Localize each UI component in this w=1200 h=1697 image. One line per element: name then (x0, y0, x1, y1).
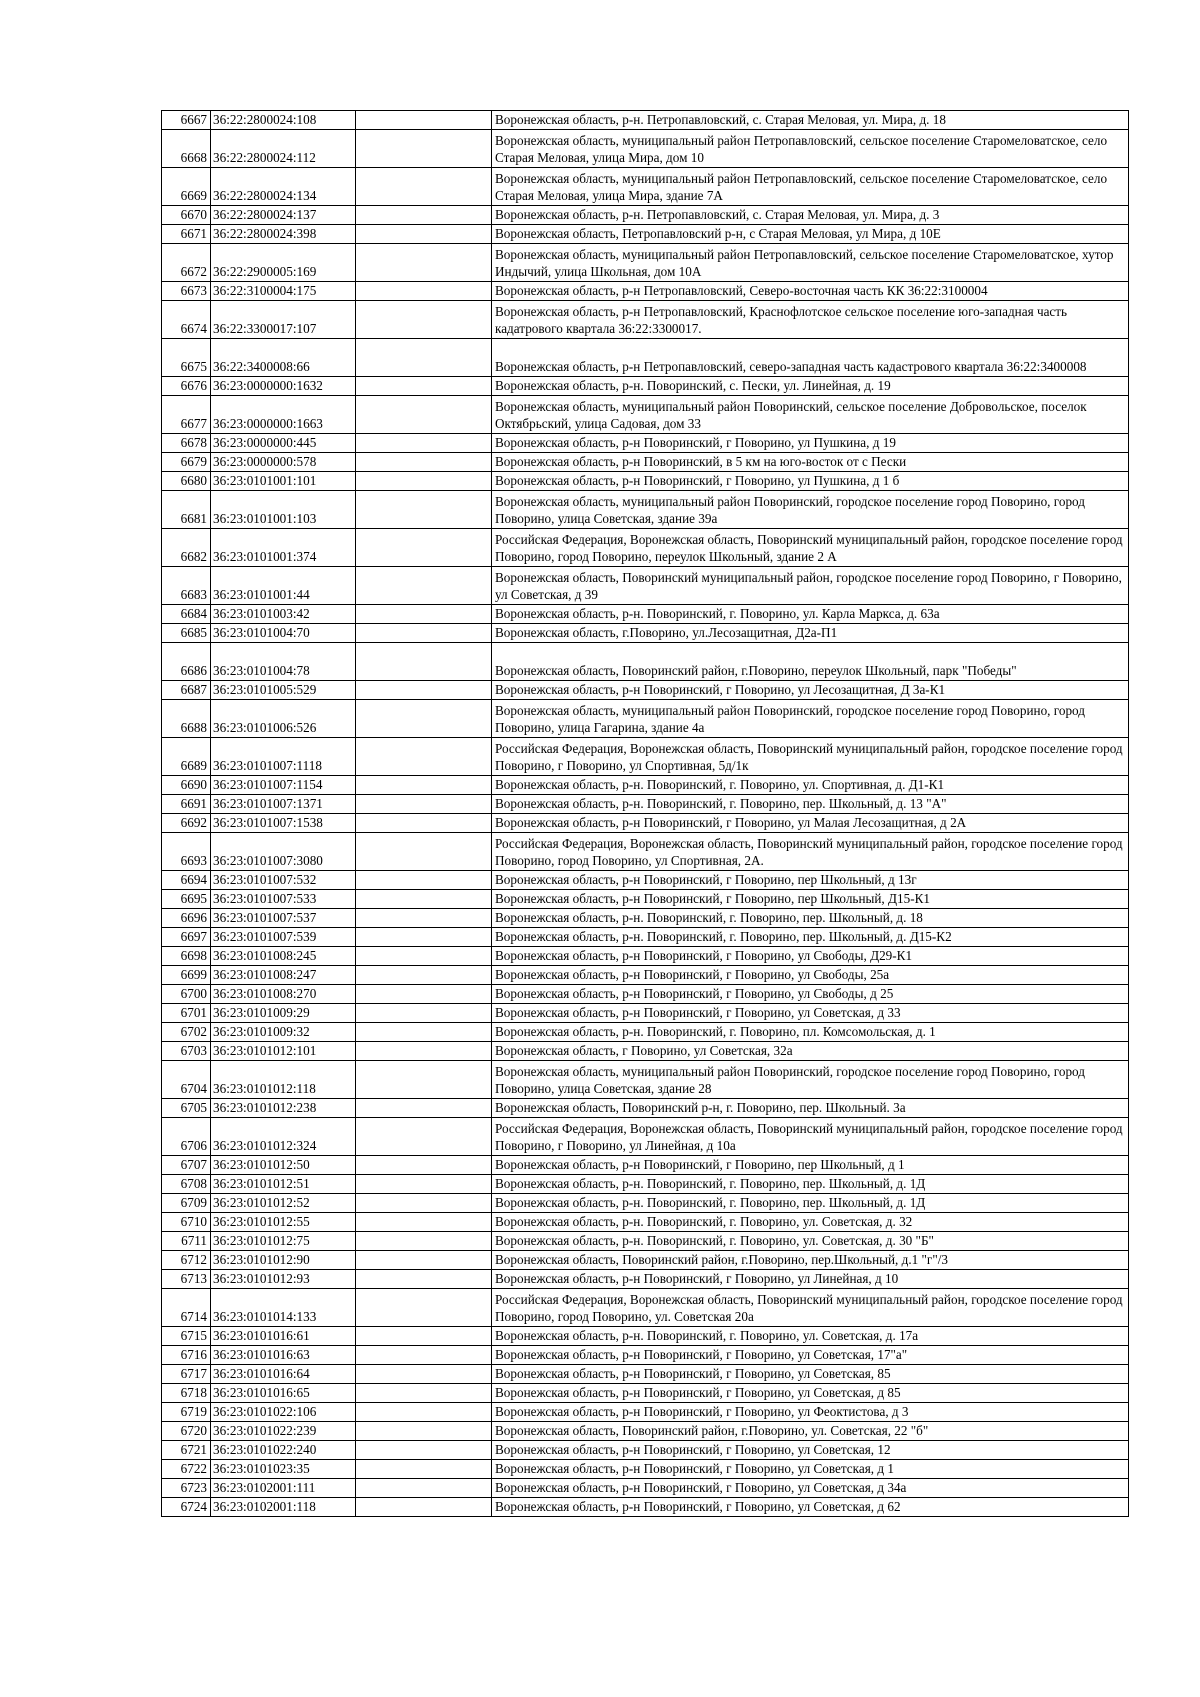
empty-cell (356, 909, 492, 928)
empty-cell (356, 776, 492, 795)
address-cell: Российская Федерация, Воронежская область, Поворинский муниципальный район, городское поселение город Поворино, г Поворино, ул Спортивная, 5д/1к (492, 738, 1129, 776)
empty-cell (356, 1251, 492, 1270)
table-row (162, 1042, 1129, 1061)
table-row (162, 605, 1129, 624)
cadastral-number-cell: 36:23:0101012:324 (211, 1118, 356, 1156)
empty-cell (356, 1023, 492, 1042)
row-number-cell: 6676 (162, 377, 211, 396)
address-cell: Воронежская область, р-н Поворинский, г Поворино, ул Советская, д 1 (492, 1460, 1129, 1479)
address-cell: Воронежская область, муниципальный район Поворинский, городское поселение город Поворино, город Поворино, улица Советская, здание 28 (492, 1061, 1129, 1099)
property-table (161, 110, 1129, 1517)
row-number-cell: 6701 (162, 1004, 211, 1023)
table-row (162, 396, 1129, 434)
cadastral-number-cell: 36:23:0101016:61 (211, 1327, 356, 1346)
address-cell: Воронежская область, р-н Поворинский, г Поворино, пер Школьный, Д15-К1 (492, 890, 1129, 909)
cadastral-number-cell: 36:23:0101009:29 (211, 1004, 356, 1023)
table-row (162, 453, 1129, 472)
empty-cell (356, 1289, 492, 1327)
table-row (162, 339, 1129, 377)
table-row (162, 1460, 1129, 1479)
empty-cell (356, 1061, 492, 1099)
row-number-cell: 6698 (162, 947, 211, 966)
cadastral-number-cell: 36:23:0101007:533 (211, 890, 356, 909)
row-number-cell: 6669 (162, 168, 211, 206)
table-row (162, 1251, 1129, 1270)
empty-cell (356, 111, 492, 130)
empty-cell (356, 130, 492, 168)
cadastral-number-cell: 36:23:0101012:50 (211, 1156, 356, 1175)
empty-cell (356, 1194, 492, 1213)
address-cell: Воронежская область, р-н Поворинский, г Поворино, ул Лесозащитная, Д 3а-К1 (492, 681, 1129, 700)
empty-cell (356, 890, 492, 909)
table-row (162, 1118, 1129, 1156)
table-row (162, 225, 1129, 244)
row-number-cell: 6696 (162, 909, 211, 928)
address-cell: Воронежская область, р-н Петропавловский, северо-западная часть кадастрового квартала 36:22:3400008 (492, 339, 1129, 377)
table-row (162, 966, 1129, 985)
cadastral-number-cell: 36:23:0101008:245 (211, 947, 356, 966)
table-row (162, 1004, 1129, 1023)
table-row (162, 1422, 1129, 1441)
address-cell: Воронежская область, р-н Поворинский, г Поворино, ул Советская, д 34а (492, 1479, 1129, 1498)
address-cell: Воронежская область, р-н Поворинский, г Поворино, ул Советская, 12 (492, 1441, 1129, 1460)
cadastral-number-cell: 36:23:0101007:532 (211, 871, 356, 890)
cadastral-number-cell: 36:23:0101007:3080 (211, 833, 356, 871)
address-cell: Воронежская область, р-н Поворинский, г Поворино, ул Свободы, 25а (492, 966, 1129, 985)
row-number-cell: 6667 (162, 111, 211, 130)
table-row (162, 1346, 1129, 1365)
address-cell: Воронежская область, р-н. Поворинский, г. Поворино, пер. Школьный, д. 1Д (492, 1194, 1129, 1213)
cadastral-number-cell: 36:23:0101016:65 (211, 1384, 356, 1403)
table-row (162, 985, 1129, 1004)
cadastral-number-cell: 36:23:0101001:374 (211, 529, 356, 567)
address-cell: Воронежская область, р-н Поворинский, г Поворино, ул Пушкина, д 19 (492, 434, 1129, 453)
empty-cell (356, 225, 492, 244)
table-row (162, 1232, 1129, 1251)
table-row (162, 833, 1129, 871)
empty-cell (356, 966, 492, 985)
empty-cell (356, 1042, 492, 1061)
cadastral-number-cell: 36:23:0101012:75 (211, 1232, 356, 1251)
table-row (162, 282, 1129, 301)
cadastral-number-cell: 36:23:0000000:1632 (211, 377, 356, 396)
cadastral-number-cell: 36:23:0101016:64 (211, 1365, 356, 1384)
cadastral-number-cell: 36:22:3300017:107 (211, 301, 356, 339)
empty-cell (356, 624, 492, 643)
address-cell: Воронежская область, муниципальный район Петропавловский, сельское поселение Старомеловатское, село Старая Меловая, улица Мира, дом 10 (492, 130, 1129, 168)
address-cell: Воронежская область, г.Поворино, ул.Лесозащитная, Д2а-П1 (492, 624, 1129, 643)
table-row (162, 1327, 1129, 1346)
row-number-cell: 6705 (162, 1099, 211, 1118)
cadastral-number-cell: 36:22:2800024:398 (211, 225, 356, 244)
cadastral-number-cell: 36:23:0101012:55 (211, 1213, 356, 1232)
row-number-cell: 6718 (162, 1384, 211, 1403)
cadastral-number-cell: 36:23:0101023:35 (211, 1460, 356, 1479)
empty-cell (356, 700, 492, 738)
address-cell: Воронежская область, р-н. Петропавловский, с. Старая Меловая, ул. Мира, д. 3 (492, 206, 1129, 225)
cadastral-number-cell: 36:23:0101022:239 (211, 1422, 356, 1441)
cadastral-number-cell: 36:23:0102001:111 (211, 1479, 356, 1498)
empty-cell (356, 567, 492, 605)
row-number-cell: 6682 (162, 529, 211, 567)
empty-cell (356, 681, 492, 700)
empty-cell (356, 1384, 492, 1403)
row-number-cell: 6707 (162, 1156, 211, 1175)
address-cell: Воронежская область, р-н. Поворинский, г. Поворино, ул. Советская, д. 32 (492, 1213, 1129, 1232)
cadastral-number-cell: 36:23:0000000:445 (211, 434, 356, 453)
cadastral-number-cell: 36:22:3100004:175 (211, 282, 356, 301)
empty-cell (356, 1004, 492, 1023)
table-row (162, 1289, 1129, 1327)
empty-cell (356, 339, 492, 377)
empty-cell (356, 301, 492, 339)
row-number-cell: 6708 (162, 1175, 211, 1194)
table-row (162, 434, 1129, 453)
cadastral-number-cell: 36:23:0101007:1118 (211, 738, 356, 776)
table-row (162, 643, 1129, 681)
empty-cell (356, 643, 492, 681)
address-cell: Воронежская область, муниципальный район Поворинский, городское поселение город Поворино, город Поворино, улица Гагарина, здание 4а (492, 700, 1129, 738)
table-row (162, 928, 1129, 947)
empty-cell (356, 1479, 492, 1498)
cadastral-number-cell: 36:22:2800024:134 (211, 168, 356, 206)
address-cell: Воронежская область, Петропавловский р-н, с Старая Меловая, ул Мира, д 10Е (492, 225, 1129, 244)
address-cell: Воронежская область, р-н Поворинский, г Поворино, ул Свободы, д 25 (492, 985, 1129, 1004)
address-cell: Российская Федерация, Воронежская область, Поворинский муниципальный район, городское поселение город Поворино, г Поворино, ул Линейная, д 10а (492, 1118, 1129, 1156)
cadastral-number-cell: 36:23:0101022:106 (211, 1403, 356, 1422)
empty-cell (356, 453, 492, 472)
cadastral-number-cell: 36:23:0000000:1663 (211, 396, 356, 434)
cadastral-number-cell: 36:23:0101009:32 (211, 1023, 356, 1042)
row-number-cell: 6671 (162, 225, 211, 244)
table-row (162, 909, 1129, 928)
cadastral-number-cell: 36:23:0101003:42 (211, 605, 356, 624)
cadastral-number-cell: 36:23:0101012:238 (211, 1099, 356, 1118)
address-cell: Воронежская область, р-н. Поворинский, г. Поворино, пер. Школьный, д. Д15-К2 (492, 928, 1129, 947)
empty-cell (356, 795, 492, 814)
row-number-cell: 6673 (162, 282, 211, 301)
address-cell: Воронежская область, р-н Поворинский, г Поворино, ул Советская, д 33 (492, 1004, 1129, 1023)
empty-cell (356, 1422, 492, 1441)
address-cell: Воронежская область, р-н. Петропавловский, с. Старая Меловая, ул. Мира, д. 18 (492, 111, 1129, 130)
table-row (162, 244, 1129, 282)
cadastral-number-cell: 36:23:0101012:93 (211, 1270, 356, 1289)
empty-cell (356, 985, 492, 1004)
empty-cell (356, 814, 492, 833)
row-number-cell: 6717 (162, 1365, 211, 1384)
cadastral-number-cell: 36:23:0101012:101 (211, 1042, 356, 1061)
row-number-cell: 6685 (162, 624, 211, 643)
cadastral-number-cell: 36:23:0102001:118 (211, 1498, 356, 1517)
row-number-cell: 6694 (162, 871, 211, 890)
row-number-cell: 6688 (162, 700, 211, 738)
row-number-cell: 6693 (162, 833, 211, 871)
address-cell: Воронежская область, р-н Поворинский, г Поворино, пер Школьный, д 1 (492, 1156, 1129, 1175)
address-cell: Воронежская область, муниципальный район Поворинский, сельское поселение Добровольское, поселок Октябрьский, улица Садовая, дом 33 (492, 396, 1129, 434)
table-row (162, 491, 1129, 529)
row-number-cell: 6678 (162, 434, 211, 453)
table-row (162, 206, 1129, 225)
address-cell: Воронежская область, р-н. Поворинский, г. Поворино, пер. Школьный, д. 18 (492, 909, 1129, 928)
table-row (162, 1441, 1129, 1460)
address-cell: Воронежская область, р-н Поворинский, г Поворино, ул Советская, д 62 (492, 1498, 1129, 1517)
table-row (162, 1194, 1129, 1213)
address-cell: Воронежская область, р-н. Поворинский, г. Поворино, пер. Школьный, д. 1Д (492, 1175, 1129, 1194)
cadastral-number-cell: 36:23:0101004:78 (211, 643, 356, 681)
address-cell: Воронежская область, р-н Поворинский, г Поворино, ул Свободы, Д29-К1 (492, 947, 1129, 966)
address-cell: Воронежская область, р-н. Поворинский, г. Поворино, ул. Карла Маркса, д. 63а (492, 605, 1129, 624)
table-row (162, 1270, 1129, 1289)
row-number-cell: 6714 (162, 1289, 211, 1327)
table-row (162, 814, 1129, 833)
empty-cell (356, 871, 492, 890)
row-number-cell: 6719 (162, 1403, 211, 1422)
row-number-cell: 6681 (162, 491, 211, 529)
address-cell: Воронежская область, р-н Поворинский, г Поворино, ул Советская, 17"а" (492, 1346, 1129, 1365)
row-number-cell: 6712 (162, 1251, 211, 1270)
empty-cell (356, 1118, 492, 1156)
row-number-cell: 6702 (162, 1023, 211, 1042)
address-cell: Воронежская область, р-н Поворинский, г Поворино, ул Малая Лесозащитная, д 2А (492, 814, 1129, 833)
row-number-cell: 6668 (162, 130, 211, 168)
empty-cell (356, 1365, 492, 1384)
table-row (162, 1175, 1129, 1194)
row-number-cell: 6699 (162, 966, 211, 985)
empty-cell (356, 529, 492, 567)
row-number-cell: 6716 (162, 1346, 211, 1365)
row-number-cell: 6675 (162, 339, 211, 377)
cadastral-number-cell: 36:23:0101022:240 (211, 1441, 356, 1460)
table-row (162, 1156, 1129, 1175)
address-cell: Воронежская область, Поворинский район, г.Поворино, пер.Школьный, д.1 "г"/3 (492, 1251, 1129, 1270)
empty-cell (356, 738, 492, 776)
cadastral-number-cell: 36:22:2800024:137 (211, 206, 356, 225)
row-number-cell: 6721 (162, 1441, 211, 1460)
row-number-cell: 6691 (162, 795, 211, 814)
empty-cell (356, 244, 492, 282)
empty-cell (356, 1270, 492, 1289)
empty-cell (356, 1498, 492, 1517)
address-cell: Российская Федерация, Воронежская область, Поворинский муниципальный район, городское поселение город Поворино, город Поворино, ул Спортивная, 2А. (492, 833, 1129, 871)
row-number-cell: 6670 (162, 206, 211, 225)
row-number-cell: 6677 (162, 396, 211, 434)
cadastral-number-cell: 36:23:0101007:1154 (211, 776, 356, 795)
address-cell: Воронежская область, р-н. Поворинский, с. Пески, ул. Линейная, д. 19 (492, 377, 1129, 396)
empty-cell (356, 1099, 492, 1118)
address-cell: Воронежская область, р-н. Поворинский, г. Поворино, ул. Советская, д. 30 "Б" (492, 1232, 1129, 1251)
empty-cell (356, 1232, 492, 1251)
empty-cell (356, 947, 492, 966)
cadastral-number-cell: 36:23:0101005:529 (211, 681, 356, 700)
table-row (162, 871, 1129, 890)
row-number-cell: 6720 (162, 1422, 211, 1441)
cadastral-number-cell: 36:23:0101014:133 (211, 1289, 356, 1327)
address-cell: Воронежская область, Поворинский р-н, г. Поворино, пер. Школьный. 3а (492, 1099, 1129, 1118)
table-row (162, 1061, 1129, 1099)
table-row (162, 1384, 1129, 1403)
empty-cell (356, 1213, 492, 1232)
row-number-cell: 6724 (162, 1498, 211, 1517)
row-number-cell: 6703 (162, 1042, 211, 1061)
empty-cell (356, 1175, 492, 1194)
empty-cell (356, 1403, 492, 1422)
table-row (162, 738, 1129, 776)
cadastral-number-cell: 36:23:0101001:44 (211, 567, 356, 605)
cadastral-number-cell: 36:22:2800024:112 (211, 130, 356, 168)
cadastral-number-cell: 36:23:0101007:539 (211, 928, 356, 947)
empty-cell (356, 1156, 492, 1175)
empty-cell (356, 928, 492, 947)
row-number-cell: 6711 (162, 1232, 211, 1251)
cadastral-number-cell: 36:22:2900005:169 (211, 244, 356, 282)
row-number-cell: 6710 (162, 1213, 211, 1232)
cadastral-number-cell: 36:23:0101012:118 (211, 1061, 356, 1099)
empty-cell (356, 491, 492, 529)
address-cell: Российская Федерация, Воронежская область, Поворинский муниципальный район, городское поселение город Поворино, город Поворино, ул. Советская 20а (492, 1289, 1129, 1327)
address-cell: Воронежская область, р-н Поворинский, г Поворино, пер Школьный, д 13г (492, 871, 1129, 890)
address-cell: Воронежская область, р-н Петропавловский, Северо-восточная часть КК 36:22:3100004 (492, 282, 1129, 301)
cadastral-number-cell: 36:23:0101012:90 (211, 1251, 356, 1270)
empty-cell (356, 1441, 492, 1460)
row-number-cell: 6683 (162, 567, 211, 605)
table-row (162, 1479, 1129, 1498)
row-number-cell: 6690 (162, 776, 211, 795)
address-cell: Воронежская область, р-н. Поворинский, г. Поворино, ул. Советская, д. 17а (492, 1327, 1129, 1346)
cadastral-number-cell: 36:23:0101008:247 (211, 966, 356, 985)
table-row (162, 168, 1129, 206)
address-cell: Воронежская область, р-н. Поворинский, г. Поворино, пер. Школьный, д. 13 "А" (492, 795, 1129, 814)
table-row (162, 624, 1129, 643)
row-number-cell: 6715 (162, 1327, 211, 1346)
row-number-cell: 6695 (162, 890, 211, 909)
cadastral-number-cell: 36:23:0000000:578 (211, 453, 356, 472)
empty-cell (356, 168, 492, 206)
row-number-cell: 6686 (162, 643, 211, 681)
table-row (162, 681, 1129, 700)
empty-cell (356, 434, 492, 453)
cadastral-number-cell: 36:23:0101007:1538 (211, 814, 356, 833)
table-row (162, 776, 1129, 795)
table-row (162, 947, 1129, 966)
row-number-cell: 6674 (162, 301, 211, 339)
row-number-cell: 6679 (162, 453, 211, 472)
table-body (162, 111, 1129, 1517)
table-row (162, 130, 1129, 168)
row-number-cell: 6687 (162, 681, 211, 700)
address-cell: Воронежская область, р-н Поворинский, г Поворино, ул Пушкина, д 1 б (492, 472, 1129, 491)
row-number-cell: 6689 (162, 738, 211, 776)
cadastral-number-cell: 36:22:3400008:66 (211, 339, 356, 377)
cadastral-number-cell: 36:23:0101016:63 (211, 1346, 356, 1365)
table-row (162, 1023, 1129, 1042)
cadastral-number-cell: 36:23:0101004:70 (211, 624, 356, 643)
table-row (162, 377, 1129, 396)
empty-cell (356, 1346, 492, 1365)
table-row (162, 529, 1129, 567)
address-cell: Воронежская область, Поворинский район, г.Поворино, переулок Школьный, парк "Победы" (492, 643, 1129, 681)
row-number-cell: 6704 (162, 1061, 211, 1099)
address-cell: Воронежская область, г Поворино, ул Советская, 32а (492, 1042, 1129, 1061)
address-cell: Воронежская область, р-н Поворинский, г Поворино, ул Советская, д 85 (492, 1384, 1129, 1403)
row-number-cell: 6697 (162, 928, 211, 947)
cadastral-number-cell: 36:23:0101008:270 (211, 985, 356, 1004)
row-number-cell: 6709 (162, 1194, 211, 1213)
row-number-cell: 6713 (162, 1270, 211, 1289)
cadastral-number-cell: 36:23:0101007:537 (211, 909, 356, 928)
empty-cell (356, 1460, 492, 1479)
table-row (162, 795, 1129, 814)
table-row (162, 472, 1129, 491)
address-cell: Воронежская область, муниципальный район Поворинский, городское поселение город Поворино, город Поворино, улица Советская, здание 39а (492, 491, 1129, 529)
address-cell: Воронежская область, р-н. Поворинский, г. Поворино, ул. Спортивная, д. Д1-К1 (492, 776, 1129, 795)
address-cell: Воронежская область, муниципальный район Петропавловский, сельское поселение Старомеловатское, хутор Индычий, улица Школьная, дом 10А (492, 244, 1129, 282)
address-cell: Воронежская область, р-н Поворинский, г Поворино, ул Феоктистова, д 3 (492, 1403, 1129, 1422)
address-cell: Воронежская область, Поворинский муниципальный район, городское поселение город Поворино, г Поворино, ул Советская, д 39 (492, 567, 1129, 605)
empty-cell (356, 1327, 492, 1346)
empty-cell (356, 833, 492, 871)
address-cell: Воронежская область, р-н. Поворинский, г. Поворино, пл. Комсомольская, д. 1 (492, 1023, 1129, 1042)
row-number-cell: 6692 (162, 814, 211, 833)
table-row (162, 1099, 1129, 1118)
cadastral-number-cell: 36:23:0101007:1371 (211, 795, 356, 814)
cadastral-number-cell: 36:23:0101012:52 (211, 1194, 356, 1213)
address-cell: Российская Федерация, Воронежская область, Поворинский муниципальный район, городское поселение город Поворино, город Поворино, переулок Школьный, здание 2 А (492, 529, 1129, 567)
empty-cell (356, 605, 492, 624)
table-row (162, 890, 1129, 909)
row-number-cell: 6722 (162, 1460, 211, 1479)
table-row (162, 1213, 1129, 1232)
row-number-cell: 6684 (162, 605, 211, 624)
cadastral-number-cell: 36:22:2800024:108 (211, 111, 356, 130)
empty-cell (356, 396, 492, 434)
table-row (162, 1403, 1129, 1422)
row-number-cell: 6672 (162, 244, 211, 282)
empty-cell (356, 282, 492, 301)
address-cell: Воронежская область, р-н Петропавловский, Краснофлотское сельское поселение юго-западная часть кадатрового квартала 36:22:3300017. (492, 301, 1129, 339)
address-cell: Воронежская область, р-н Поворинский, в 5 км на юго-восток от с Пески (492, 453, 1129, 472)
table-row (162, 1365, 1129, 1384)
cadastral-number-cell: 36:23:0101001:103 (211, 491, 356, 529)
row-number-cell: 6700 (162, 985, 211, 1004)
empty-cell (356, 472, 492, 491)
address-cell: Воронежская область, р-н Поворинский, г Поворино, ул Советская, 85 (492, 1365, 1129, 1384)
empty-cell (356, 377, 492, 396)
table-row (162, 301, 1129, 339)
row-number-cell: 6706 (162, 1118, 211, 1156)
address-cell: Воронежская область, р-н Поворинский, г Поворино, ул Линейная, д 10 (492, 1270, 1129, 1289)
cadastral-number-cell: 36:23:0101001:101 (211, 472, 356, 491)
row-number-cell: 6723 (162, 1479, 211, 1498)
table-row (162, 567, 1129, 605)
cadastral-number-cell: 36:23:0101012:51 (211, 1175, 356, 1194)
table-row (162, 1498, 1129, 1517)
empty-cell (356, 206, 492, 225)
cadastral-number-cell: 36:23:0101006:526 (211, 700, 356, 738)
row-number-cell: 6680 (162, 472, 211, 491)
address-cell: Воронежская область, муниципальный район Петропавловский, сельское поселение Старомеловатское, село Старая Меловая, улица Мира, здание 7А (492, 168, 1129, 206)
table-row (162, 111, 1129, 130)
address-cell: Воронежская область, Поворинский район, г.Поворино, ул. Советская, 22 "б" (492, 1422, 1129, 1441)
table-row (162, 700, 1129, 738)
